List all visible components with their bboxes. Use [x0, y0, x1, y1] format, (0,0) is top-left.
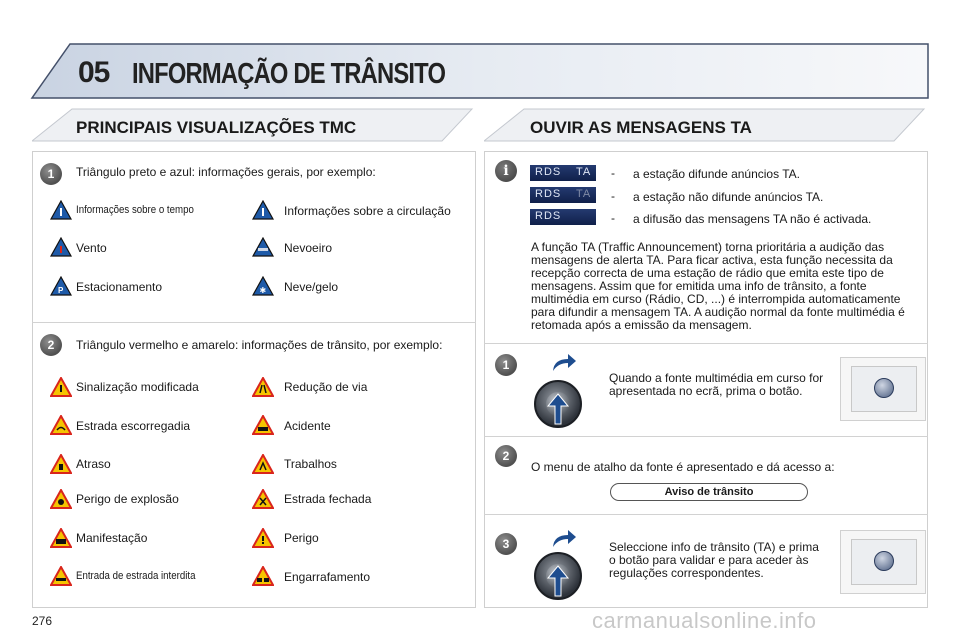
explosion-danger-sign-icon — [50, 489, 72, 509]
right-divider-1 — [484, 343, 928, 344]
svg-text:P: P — [58, 286, 64, 295]
rds-desc: a estação não difunde anúncios TA. — [633, 190, 824, 204]
traffic-jam-sign-icon — [252, 566, 274, 586]
fog-sign-icon — [252, 237, 274, 257]
weather-info-sign-icon — [50, 200, 72, 220]
sign-label: Acidente — [284, 419, 331, 433]
ta-label: TA — [576, 166, 592, 178]
left-divider — [32, 322, 476, 323]
sign-label: Trabalhos — [284, 457, 337, 471]
sign-label: Entrada de estrada interdita — [76, 570, 196, 582]
sign-label: Informações sobre a circulação — [284, 204, 451, 218]
sign-label: Estacionamento — [76, 280, 163, 294]
page-title: INFORMAÇÃO DE TRÂNSITO — [132, 58, 446, 90]
radio-panel-image — [840, 357, 926, 421]
dash: - — [611, 189, 615, 203]
traffic-info-sign-icon — [252, 200, 274, 220]
danger-sign-icon — [252, 528, 274, 548]
roadworks-sign-icon — [252, 454, 274, 474]
rds-label: RDS — [535, 188, 562, 200]
rds-ta-display — [530, 209, 596, 225]
step-badge-1: 1 — [40, 163, 62, 185]
parking-sign-icon — [50, 276, 72, 296]
press-arrow-icon — [550, 351, 578, 373]
sign-label: Perigo — [284, 531, 319, 545]
info-icon: i — [495, 160, 517, 182]
no-entry-sign-icon — [50, 566, 72, 586]
push-arrow-icon — [546, 392, 570, 426]
sign-label: Redução de via — [284, 380, 368, 394]
wind-sign-icon — [50, 237, 72, 257]
demonstration-sign-icon — [50, 528, 72, 548]
step1-text: Quando a fonte multimédia em curso for apresentada no ecrã, prima o botão. — [609, 371, 824, 398]
road-closed-sign-icon — [252, 489, 274, 509]
delay-sign-icon — [50, 454, 72, 474]
traffic-alert-menu-item[interactable]: Aviso de trânsito — [610, 483, 808, 501]
step2-intro: Triângulo vermelho e amarelo: informações de trânsito, por exemplo: — [76, 338, 443, 352]
sign-label: Manifestação — [76, 531, 148, 545]
left-section-title: PRINCIPAIS VISUALIZAÇÕES TMC — [76, 118, 357, 137]
step-badge-2: 2 — [495, 445, 517, 467]
rds-ta-display — [530, 165, 596, 181]
rds-label: RDS — [535, 210, 562, 222]
sign-label: Nevoeiro — [284, 241, 333, 255]
sign-label: Neve/gelo — [284, 280, 339, 294]
right-divider-3 — [484, 514, 928, 515]
step2-text: O menu de atalho da fonte é apresentado e dá acesso a: — [531, 460, 835, 474]
step1-intro: Triângulo preto e azul: informações gerais, por exemplo: — [76, 165, 376, 179]
step-badge-3: 3 — [495, 533, 517, 555]
sign-label: Estrada fechada — [284, 492, 372, 506]
dash: - — [611, 166, 615, 180]
sign-label: Vento — [76, 241, 107, 255]
step-badge-2: 2 — [40, 334, 62, 356]
sign-label: Informações sobre o tempo — [76, 204, 194, 216]
press-arrow-icon — [550, 527, 578, 549]
step3-text: Seleccione info de trânsito (TA) e prima o botão para validar e para aceder às regulações correspondentes. — [609, 540, 819, 580]
right-section-title: OUVIR AS MENSAGENS TA — [530, 118, 752, 137]
sign-label: Estrada escorregadia — [76, 419, 191, 433]
push-arrow-icon — [546, 564, 570, 598]
ta-label: TA — [576, 188, 592, 200]
radio-panel-image — [840, 530, 926, 594]
lane-reduction-sign-icon — [252, 377, 274, 397]
dash: - — [611, 211, 615, 225]
rds-ta-display — [530, 187, 596, 203]
slippery-road-sign-icon — [50, 415, 72, 435]
sign-label: Engarrafamento — [284, 570, 371, 584]
rds-desc: a difusão das mensagens TA não é activada. — [633, 212, 872, 226]
step-badge-1: 1 — [495, 354, 517, 376]
ta-paragraph: A função TA (Traffic Announcement) torna prioritária a audição das mensagens de alerta TA. Para ficar activa, esta função necessita da recepção correcta de uma estação de rádio que emita este tipo de mensagens. Assim que for emitida uma info de trânsito, a fonte multimédia em curso (Rádio, CD, ...) é interrompida automaticamente para difundir a mensagem TA. A audição normal da fonte multimédia é retomada após a emissão da mensagem. — [531, 240, 905, 332]
svg-text:✱: ✱ — [259, 286, 267, 295]
chapter-number: 05 — [78, 56, 110, 89]
sign-label: Sinalização modificada — [76, 380, 199, 394]
sign-label: Atraso — [76, 457, 111, 471]
rds-desc: a estação difunde anúncios TA. — [633, 167, 801, 181]
watermark: carmanualsonline.info — [592, 608, 817, 633]
sign-label: Perigo de explosão — [76, 492, 179, 506]
accident-sign-icon — [252, 415, 274, 435]
rds-label: RDS — [535, 166, 562, 178]
page-number: 276 — [32, 614, 53, 628]
right-divider-2 — [484, 436, 928, 437]
modified-signage-sign-icon — [50, 377, 72, 397]
snow-ice-sign-icon — [252, 276, 274, 296]
